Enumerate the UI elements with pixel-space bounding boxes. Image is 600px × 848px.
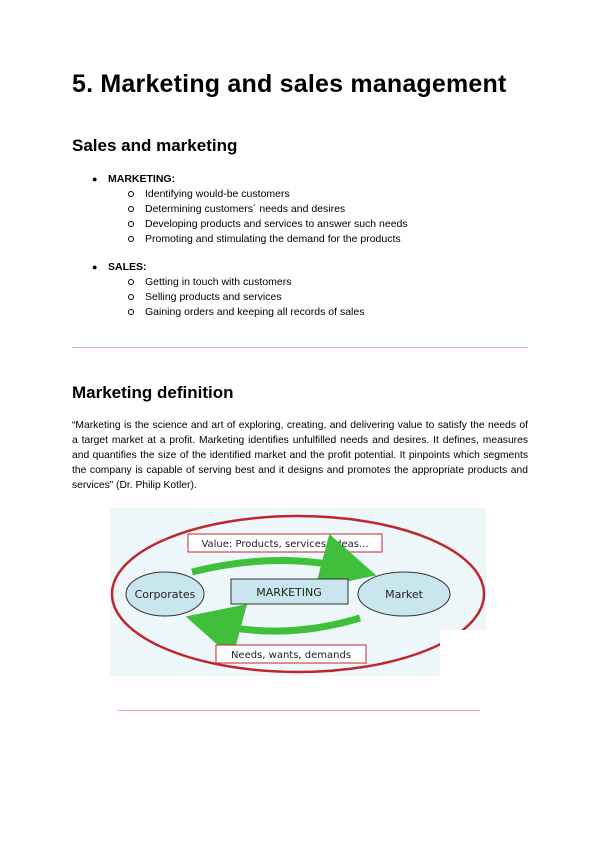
- kotler-definition-quote: “Marketing is the science and art of exploring, creating, and delivering value to satisfy the needs of a target market at a profit. Marketing identifies unfulfilled needs and desires. It defines, measures and quantifies the size of the identified market and the profit potential. It pinpoints which segments the company is capable of serving best and it designs and promotes the appropriate products and services” (Dr. Philip Kotler).: [72, 420, 528, 491]
- marketing-diagram: [110, 508, 486, 676]
- list-item: Getting in touch with customers: [92, 274, 364, 289]
- page-title: 5. Marketing and sales management: [72, 70, 507, 98]
- list-item: Determining customers´ needs and desires: [92, 201, 408, 216]
- marketing-diagram-svg: [110, 508, 486, 676]
- marketing-label: MARKETING:: [108, 172, 176, 185]
- marketing-node-label: MARKETING: [256, 586, 322, 599]
- market-label: Market: [385, 588, 423, 601]
- circle-bullet-icon: [128, 236, 134, 242]
- sales-label: SALES:: [108, 260, 147, 273]
- corporates-label: Corporates: [134, 588, 196, 601]
- circle-bullet-icon: [128, 206, 134, 212]
- circle-bullet-icon: [128, 309, 134, 315]
- circle-bullet-icon: [128, 221, 134, 227]
- bullet-icon: ●: [92, 261, 98, 272]
- list-item: Promoting and stimulating the demand for the products: [92, 231, 408, 246]
- list-item: Selling products and services: [92, 289, 364, 304]
- circle-bullet-icon: [128, 279, 134, 285]
- bullet-icon: ●: [92, 173, 98, 184]
- needs-label: Needs, wants, demands: [230, 650, 352, 661]
- section-divider: [72, 347, 528, 348]
- value-label: Value: Products, services, ideas...: [201, 539, 369, 550]
- section-heading-sales-marketing: Sales and marketing: [72, 136, 238, 155]
- circle-bullet-icon: [128, 191, 134, 197]
- marketing-list: [92, 171, 408, 246]
- list-item: Gaining orders and keeping all records of sales: [92, 304, 364, 319]
- sales-list: [92, 259, 364, 319]
- diagram-corner-mask: [440, 630, 486, 676]
- list-item: Developing products and services to answer such needs: [92, 216, 408, 231]
- bottom-divider: [118, 710, 480, 711]
- section-heading-marketing-definition: Marketing definition: [72, 383, 234, 402]
- list-item: Identifying would-be customers: [92, 186, 408, 201]
- circle-bullet-icon: [128, 294, 134, 300]
